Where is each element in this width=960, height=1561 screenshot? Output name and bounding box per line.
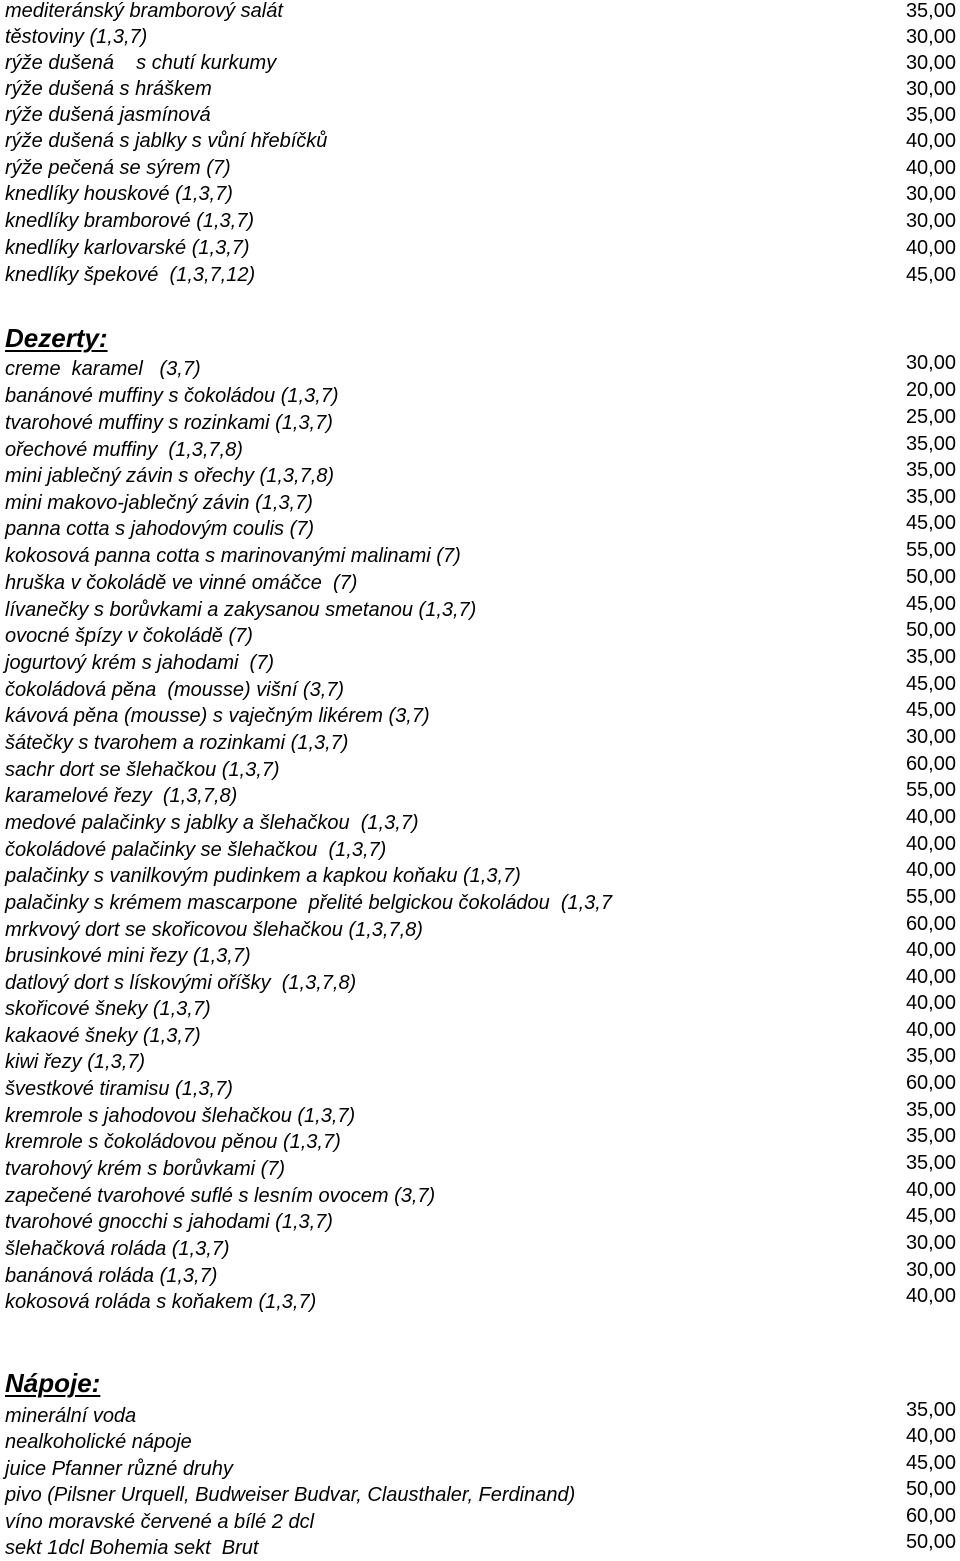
item-name: tvarohové muffiny s rozinkami (1,3,7) — [5, 412, 333, 434]
item-price: 35,00 — [905, 433, 956, 455]
heading-text: Nápoje: — [5, 1368, 101, 1398]
item-price: 50,00 — [905, 1531, 956, 1553]
item-name: knedlíky bramborové (1,3,7) — [5, 210, 255, 232]
item-price: 30,00 — [905, 1232, 956, 1254]
list-item — [0, 1179, 960, 1209]
list-item — [0, 833, 960, 863]
list-item — [0, 1399, 960, 1429]
list-item — [0, 262, 960, 288]
list-item — [0, 806, 960, 836]
list-item — [0, 433, 960, 463]
item-price: 30,00 — [905, 52, 956, 74]
list-item — [0, 102, 960, 128]
item-name: pivo (Pilsner Urquell, Budweiser Budvar, Clausthaler, Ferdinand) — [5, 1484, 576, 1506]
item-name: šátečky s tvarohem a rozinkami (1,3,7) — [5, 732, 349, 754]
list-item — [0, 128, 960, 154]
item-name: lívanečky s borůvkami a zakysanou smetanou (1,3,7) — [5, 599, 477, 621]
item-price: 35,00 — [905, 1099, 956, 1121]
list-item — [0, 593, 960, 623]
item-price: 40,00 — [905, 939, 956, 961]
item-price: 40,00 — [905, 966, 956, 988]
list-item — [0, 181, 960, 207]
item-name: rýže pečená se sýrem (7) — [5, 157, 231, 179]
item-price: 55,00 — [905, 779, 956, 801]
item-name: mrkvový dort se skořicovou šlehačkou (1,3,7,8) — [5, 919, 423, 941]
item-price: 30,00 — [905, 183, 956, 205]
list-item — [0, 619, 960, 649]
item-price: 35,00 — [905, 1399, 956, 1421]
item-name: mediteránský bramborový salát — [5, 0, 283, 22]
item-name: karamelové řezy (1,3,7,8) — [5, 785, 238, 807]
item-price: 35,00 — [905, 1152, 956, 1174]
list-item — [0, 208, 960, 234]
list-item — [0, 779, 960, 809]
list-item — [0, 406, 960, 436]
item-price: 40,00 — [905, 1285, 956, 1307]
list-item — [0, 1531, 960, 1561]
list-item — [0, 352, 960, 382]
item-price: 35,00 — [905, 1125, 956, 1147]
list-item — [0, 1125, 960, 1155]
list-item — [0, 1478, 960, 1508]
item-name: kremrole s jahodovou šlehačkou (1,3,7) — [5, 1105, 356, 1127]
item-price: 30,00 — [905, 26, 956, 48]
list-item — [0, 235, 960, 261]
item-price: 30,00 — [905, 352, 956, 374]
item-price: 45,00 — [905, 1205, 956, 1227]
list-item — [0, 753, 960, 783]
list-item — [0, 1099, 960, 1129]
list-item — [0, 726, 960, 756]
item-name: mini jablečný závin s ořechy (1,3,7,8) — [5, 465, 335, 487]
item-name: banánové muffiny s čokoládou (1,3,7) — [5, 385, 339, 407]
item-price: 35,00 — [905, 104, 956, 126]
item-price: 40,00 — [905, 859, 956, 881]
section-heading-desserts — [5, 322, 138, 354]
list-item — [0, 76, 960, 102]
item-price: 45,00 — [905, 1452, 956, 1474]
item-name: mini makovo-jablečný závin (1,3,7) — [5, 492, 313, 514]
item-name: čokoládové palačinky se šlehačkou (1,3,7) — [5, 839, 387, 861]
item-price: 60,00 — [905, 753, 956, 775]
item-name: banánová roláda (1,3,7) — [5, 1265, 218, 1287]
item-price: 45,00 — [905, 512, 956, 534]
list-item — [0, 646, 960, 676]
item-price: 30,00 — [905, 1259, 956, 1281]
item-name: čokoládová pěna (mousse) višní (3,7) — [5, 679, 345, 701]
item-price: 40,00 — [905, 1425, 956, 1447]
item-name: jogurtový krém s jahodami (7) — [5, 652, 274, 674]
item-name: brusinkové mini řezy (1,3,7) — [5, 945, 251, 967]
item-name: knedlíky houskové (1,3,7) — [5, 183, 233, 205]
item-name: creme karamel (3,7) — [5, 358, 201, 380]
list-item — [0, 699, 960, 729]
item-price: 45,00 — [905, 673, 956, 695]
item-price: 55,00 — [905, 539, 956, 561]
list-item — [0, 1285, 960, 1315]
item-name: ovocné špízy v čokoládě (7) — [5, 625, 253, 647]
item-name: tvarohový krém s borůvkami (7) — [5, 1158, 286, 1180]
list-item — [0, 1259, 960, 1289]
item-price: 45,00 — [905, 264, 956, 286]
list-item — [0, 1019, 960, 1049]
list-item — [0, 859, 960, 889]
item-price: 40,00 — [905, 130, 956, 152]
list-item — [0, 24, 960, 50]
list-item — [0, 1452, 960, 1482]
item-name: kakaové šneky (1,3,7) — [5, 1025, 201, 1047]
item-price: 40,00 — [905, 1179, 956, 1201]
item-price: 30,00 — [905, 78, 956, 100]
item-price: 45,00 — [905, 593, 956, 615]
item-price: 50,00 — [905, 1478, 956, 1500]
list-item — [0, 379, 960, 409]
list-item — [0, 566, 960, 596]
item-price: 60,00 — [905, 913, 956, 935]
list-item — [0, 486, 960, 516]
item-price: 55,00 — [905, 886, 956, 908]
list-item — [0, 1205, 960, 1235]
item-price: 35,00 — [905, 459, 956, 481]
heading-text: Dezerty: — [5, 323, 108, 353]
item-name: těstoviny (1,3,7) — [5, 26, 148, 48]
item-name: zapečené tvarohové suflé s lesním ovocem (3,7) — [5, 1185, 436, 1207]
list-item — [0, 512, 960, 542]
item-name: kávová pěna (mousse) s vaječným likérem (3,7) — [5, 705, 430, 727]
item-name: sekt 1dcl Bohemia sekt Brut — [5, 1537, 259, 1559]
item-price: 40,00 — [905, 1019, 956, 1041]
item-name: víno moravské červené a bílé 2 dcl — [5, 1511, 315, 1533]
item-name: nealkoholické nápoje — [5, 1431, 192, 1453]
list-item — [0, 1232, 960, 1262]
item-name: palačinky s krémem mascarpone přelité belgickou čokoládou (1,3,7 — [5, 892, 612, 914]
list-item — [0, 913, 960, 943]
item-price: 30,00 — [905, 210, 956, 232]
list-item — [0, 992, 960, 1022]
item-name: kremrole s čokoládovou pěnou (1,3,7) — [5, 1131, 341, 1153]
item-price: 35,00 — [905, 0, 956, 22]
list-item — [0, 886, 960, 916]
item-price: 35,00 — [905, 646, 956, 668]
item-name: ořechové muffiny (1,3,7,8) — [5, 439, 243, 461]
item-name: medové palačinky s jablky a šlehačkou (1,3,7) — [5, 812, 419, 834]
item-name: hruška v čokoládě ve vinné omáčce (7) — [5, 572, 358, 594]
item-price: 20,00 — [905, 379, 956, 401]
item-name: panna cotta s jahodovým coulis (7) — [5, 518, 315, 540]
list-item — [0, 1425, 960, 1455]
item-price: 60,00 — [905, 1505, 956, 1527]
item-price: 30,00 — [905, 726, 956, 748]
item-name: rýže dušená s hráškem — [5, 78, 212, 100]
list-item — [0, 939, 960, 969]
item-price: 50,00 — [905, 619, 956, 641]
item-price: 60,00 — [905, 1072, 956, 1094]
item-name: palačinky s vanilkovým pudinkem a kapkou koňaku (1,3,7) — [5, 865, 521, 887]
item-price: 40,00 — [905, 833, 956, 855]
item-name: švestkové tiramisu (1,3,7) — [5, 1078, 233, 1100]
item-name: rýže dušená jasmínová — [5, 104, 211, 126]
list-item — [0, 1152, 960, 1182]
list-item — [0, 155, 960, 181]
list-item — [0, 0, 960, 24]
item-name: knedlíky špekové (1,3,7,12) — [5, 264, 256, 286]
item-price: 35,00 — [905, 1045, 956, 1067]
heading-underline-tail — [108, 322, 138, 354]
item-name: kiwi řezy (1,3,7) — [5, 1051, 146, 1073]
list-item — [0, 459, 960, 489]
item-name: rýže dušená s chutí kurkumy — [5, 52, 277, 74]
item-name: minerální voda — [5, 1405, 137, 1427]
list-item — [0, 50, 960, 76]
item-price: 40,00 — [905, 237, 956, 259]
item-name: rýže dušená s jablky s vůní hřebíčků — [5, 130, 328, 152]
item-name: datlový dort s lískovými oříšky (1,3,7,8) — [5, 972, 357, 994]
item-name: knedlíky karlovarské (1,3,7) — [5, 237, 250, 259]
item-price: 40,00 — [905, 806, 956, 828]
section-heading-drinks — [5, 1367, 100, 1399]
item-price: 35,00 — [905, 486, 956, 508]
item-name: skořicové šneky (1,3,7) — [5, 998, 211, 1020]
item-name: tvarohové gnocchi s jahodami (1,3,7) — [5, 1211, 333, 1233]
item-name: sachr dort se šlehačkou (1,3,7) — [5, 759, 280, 781]
item-price: 40,00 — [905, 157, 956, 179]
list-item — [0, 966, 960, 996]
list-item — [0, 673, 960, 703]
item-name: šlehačková roláda (1,3,7) — [5, 1238, 230, 1260]
item-price: 50,00 — [905, 566, 956, 588]
list-item — [0, 1072, 960, 1102]
item-name: kokosová panna cotta s marinovanými malinami (7) — [5, 545, 461, 567]
item-price: 45,00 — [905, 699, 956, 721]
item-price: 40,00 — [905, 992, 956, 1014]
list-item — [0, 1045, 960, 1075]
item-name: kokosová roláda s koňakem (1,3,7) — [5, 1291, 317, 1313]
list-item — [0, 539, 960, 569]
item-name: juice Pfanner různé druhy — [5, 1458, 233, 1480]
item-price: 25,00 — [905, 406, 956, 428]
list-item — [0, 1505, 960, 1535]
